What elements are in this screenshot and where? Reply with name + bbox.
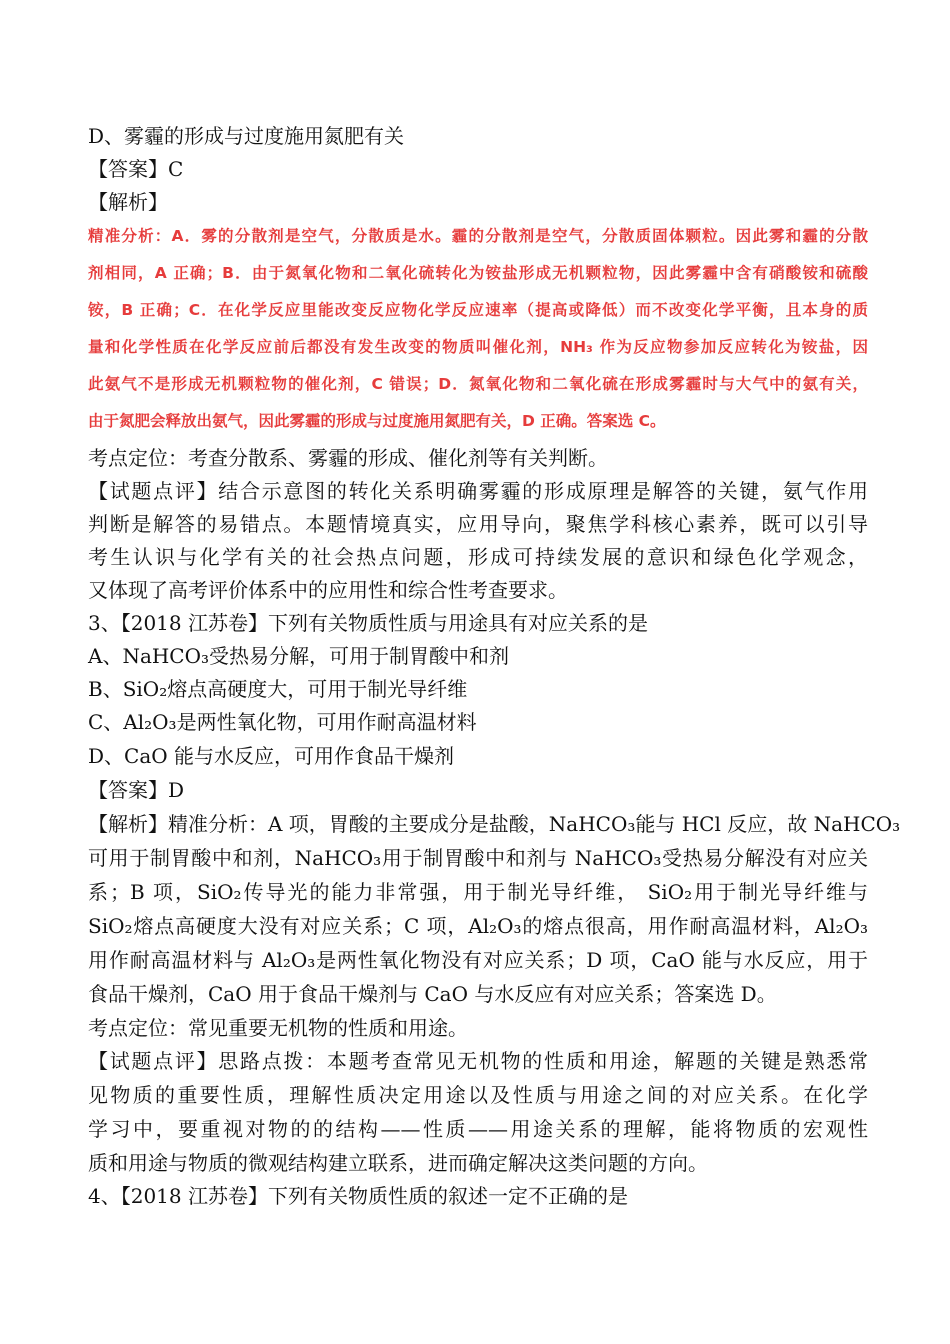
q3-analysis-line: 可用于制胃酸中和剂，NaHCO₃用于制胃酸中和剂与 NaHCO₃受热易分解没有对应关 xyxy=(88,846,868,870)
q2-analysis-label: 【解析】 xyxy=(88,190,168,214)
q2-comment-line: 【试题点评】结合示意图的转化关系明确雾霾的形成原理是解答的关键，氨气作用 xyxy=(88,479,868,503)
q2-analysis-line: 由于氮肥会释放出氨气，因此雾霾的形成与过度施用氮肥有关，D 正确。答案选 C。 xyxy=(88,412,666,430)
q3-option-d: D、CaO 能与水反应，可用作食品干燥剂 xyxy=(88,744,455,768)
q3-option-b: B、SiO₂熔点高硬度大，可用于制光导纤维 xyxy=(88,677,468,701)
q3-analysis-line: 【解析】精准分析：A 项，胃酸的主要成分是盐酸，NaHCO₃能与 HCl 反应，故 NaHCO₃ xyxy=(88,812,901,836)
q3-comment-line: 【试题点评】思路点拨：本题考查常见无机物的性质和用途，解题的关键是熟悉常 xyxy=(88,1049,868,1073)
q3-option-c: C、Al₂O₃是两性氧化物，可用作耐高温材料 xyxy=(88,710,477,734)
q4-stem: 4、【2018 江苏卷】下列有关物质性质的叙述一定不正确的是 xyxy=(88,1184,628,1208)
q3-comment-line: 质和用途与物质的微观结构建立联系，进而确定解决这类问题的方向。 xyxy=(88,1151,708,1175)
q2-comment-line: 判断是解答的易错点。本题情境真实，应用导向，聚焦学科核心素养，既可以引导 xyxy=(88,512,868,536)
q2-comment-line: 考生认识与化学有关的社会热点问题，形成可持续发展的意识和绿色化学观念， xyxy=(88,545,868,569)
q2-analysis-line: 量和化学性质在化学反应前后都没有发生改变的物质叫催化剂，NH₃ 作为反应物参加反应转化为铵盐，因 xyxy=(88,338,868,356)
q2-analysis-line: 铵，B 正确；C．在化学反应里能改变反应物化学反应速率（提高或降低）而不改变化学平衡，且本身的质 xyxy=(88,301,868,319)
q2-comment-line: 又体现了高考评价体系中的应用性和综合性考查要求。 xyxy=(88,578,568,602)
q3-comment-line: 学习中，要重视对物的的结构——性质——用途关系的理解，能将物质的宏观性 xyxy=(88,1117,868,1141)
q3-analysis-line: SiO₂熔点高硬度大没有对应关系；C 项，Al₂O₃的熔点很高，用作耐高温材料，Al₂O₃ xyxy=(88,914,868,938)
q2-analysis-line: 此氨气不是形成无机颗粒物的催化剂，C 错误；D．氮氧化物和二氧化硫在形成雾霾时与大气中的氨有关， xyxy=(88,375,868,393)
q2-analysis-line: 剂相同，A 正确；B．由于氮氧化物和二氧化硫转化为铵盐形成无机颗粒物，因此雾霾中含有硝酸铵和硫酸 xyxy=(88,264,868,282)
q3-answer: 【答案】D xyxy=(88,778,185,802)
q2-point: 考点定位：考查分散系、雾霾的形成、催化剂等有关判断。 xyxy=(88,446,608,470)
q3-analysis-line: 系；B 项，SiO₂传导光的能力非常强，用于制光导纤维， SiO₂用于制光导纤维与 xyxy=(88,880,868,904)
q3-option-a: A、NaHCO₃受热易分解，可用于制胃酸中和剂 xyxy=(88,644,510,668)
q2-analysis-line: 精准分析：A．雾的分散剂是空气，分散质是水。霾的分散剂是空气，分散质固体颗粒。因此雾和霾的分散 xyxy=(88,227,868,245)
q3-analysis-line: 食品干燥剂，CaO 用于食品干燥剂与 CaO 与水反应有对应关系；答案选 D。 xyxy=(88,982,777,1006)
q3-comment-line: 见物质的重要性质，理解性质决定用途以及性质与用途之间的对应关系。在化学 xyxy=(88,1083,868,1107)
q3-stem: 3、【2018 江苏卷】下列有关物质性质与用途具有对应关系的是 xyxy=(88,611,648,635)
q2-answer: 【答案】C xyxy=(88,157,184,181)
q3-point: 考点定位：常见重要无机物的性质和用途。 xyxy=(88,1016,468,1040)
q2-option-d: D、雾霾的形成与过度施用氮肥有关 xyxy=(88,124,405,148)
q3-analysis-line: 用作耐高温材料与 Al₂O₃是两性氧化物没有对应关系；D 项，CaO 能与水反应，用于 xyxy=(88,948,868,972)
